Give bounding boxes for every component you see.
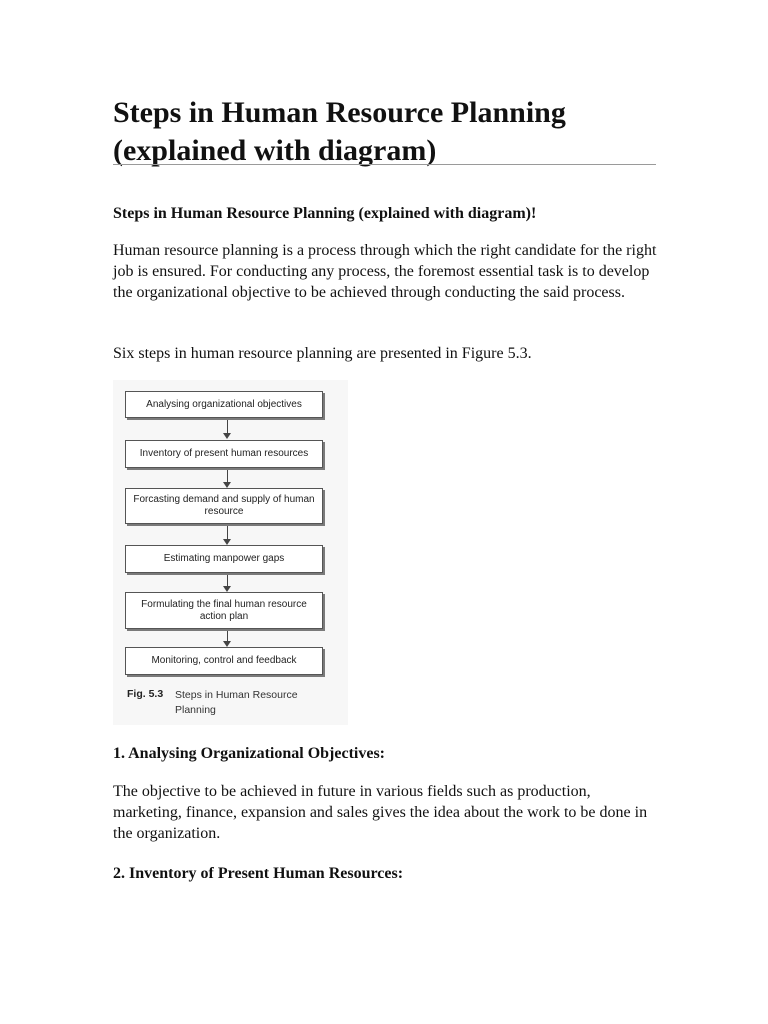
figure-caption: Steps in Human Resource Planning [175, 689, 298, 716]
arrow-down-icon [223, 433, 231, 439]
flow-step-1: Analysing organizational objectives [125, 391, 323, 418]
page-title: Steps in Human Resource Planning (explained with diagram) [113, 96, 566, 167]
flow-step-3: Forcasting demand and supply of human resource [125, 488, 323, 524]
article-subtitle: Steps in Human Resource Planning (explained with diagram)! [113, 205, 537, 222]
flow-step-5: Formulating the final human resource action plan [125, 592, 323, 629]
flow-step-6: Monitoring, control and feedback [125, 647, 323, 675]
flow-step-4: Estimating manpower gaps [125, 545, 323, 573]
intro-paragraph: Human resource planning is a process through which the right candidate for the right job is ensured. For conducting any process, the foremost essential task is to develop the organizational objective to be achieved through conducting the said process. [113, 242, 657, 301]
section-heading-2: 2. Inventory of Present Human Resources: [113, 865, 404, 882]
hr-planning-flowchart [113, 380, 348, 725]
section-body-1: The objective to be achieved in future in various fields such as production, marketing, finance, expansion and sales gives the idea about the work to be done in the organization. [113, 783, 648, 842]
figure-label: Fig. 5.3 [127, 688, 164, 700]
flow-step-2: Inventory of present human resources [125, 440, 323, 468]
six-steps-paragraph: Six steps in human resource planning are presented in Figure 5.3. [113, 345, 532, 362]
section-heading-1: 1. Analysing Organizational Objectives: [113, 745, 385, 762]
title-divider [113, 164, 656, 165]
